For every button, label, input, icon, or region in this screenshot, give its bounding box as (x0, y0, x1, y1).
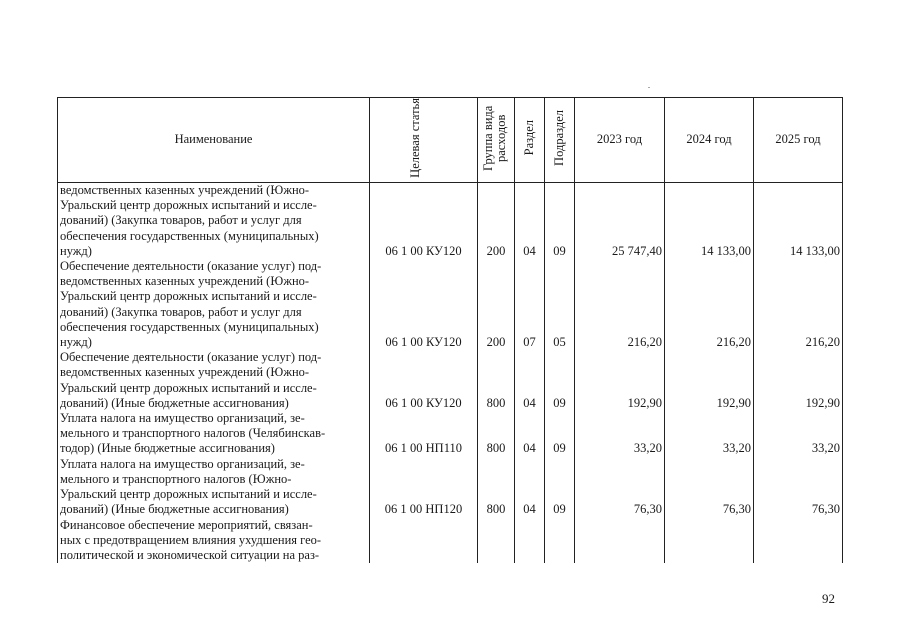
row-name (58, 518, 370, 564)
row-expense-group: 800 (478, 457, 515, 518)
row-expense-group: 200 (478, 183, 515, 260)
row-expense-group: 200 (478, 259, 515, 350)
row-subsection: 09 (545, 457, 575, 518)
row-target-article: 06 1 00 КУ120 (370, 259, 478, 350)
row-name-line: дований) (Иные бюджетные ассигнования) (60, 395, 289, 410)
row-target-article: 06 1 00 КУ120 (370, 183, 478, 260)
row-value-2025: 76,30 (754, 457, 843, 518)
table-row (58, 518, 843, 564)
row-name-line: обеспечения государственных (муниципальных) (60, 228, 319, 243)
row-section (515, 518, 545, 564)
row-name-line: нужд) (60, 335, 92, 350)
row-target-article: 06 1 00 НП110 (370, 411, 478, 457)
row-target-article (370, 518, 478, 564)
scan-mark (648, 87, 650, 88)
header-year-2025: 2025 год (754, 98, 843, 183)
row-value-2024: 192,90 (665, 350, 754, 411)
row-name-line: тодор) (Иные бюджетные ассигнования) (60, 441, 275, 456)
row-subsection: 09 (545, 183, 575, 260)
row-value-2023: 192,90 (575, 350, 665, 411)
table-row (58, 411, 843, 457)
row-name-line: мельного и транспортного налогов (Челябинскав- (60, 426, 326, 441)
row-name (58, 183, 370, 260)
row-section: 04 (515, 350, 545, 411)
row-value-2024: 76,30 (665, 457, 754, 518)
row-value-2025: 14 133,00 (754, 183, 843, 260)
row-value-2024: 33,20 (665, 411, 754, 457)
row-name-line: мельного и транспортного налогов (Южно- (60, 471, 292, 486)
row-subsection: 09 (545, 411, 575, 457)
header-name: Наименование (58, 98, 370, 183)
row-expense-group: 800 (478, 411, 515, 457)
row-subsection: 05 (545, 259, 575, 350)
row-section: 04 (515, 411, 545, 457)
row-value-2025: 216,20 (754, 259, 843, 350)
row-name-line: Уральский центр дорожных испытаний и иссле- (60, 289, 317, 304)
row-name-line: Уральский центр дорожных испытаний и иссле- (60, 380, 317, 395)
row-target-article: 06 1 00 НП120 (370, 457, 478, 518)
page-number: 92 (822, 591, 835, 606)
header-expense-group: Группа вида расходов (478, 98, 515, 183)
row-value-2025: 33,20 (754, 411, 843, 457)
row-expense-group (478, 518, 515, 564)
row-subsection (545, 518, 575, 564)
row-name-line: Уплата налога на имущество организаций, зе- (60, 411, 305, 426)
table-row (58, 259, 843, 350)
row-name-line: Уплата налога на имущество организаций, зе- (60, 456, 305, 471)
table-header-row (58, 98, 843, 183)
table-row (58, 183, 843, 260)
row-value-2025: 192,90 (754, 350, 843, 411)
row-section: 07 (515, 259, 545, 350)
row-name-line: ведомственных казенных учреждений (Южно- (60, 365, 310, 380)
row-name-line: дований) (Закупка товаров, работ и услуг для (60, 213, 302, 228)
row-value-2024 (665, 518, 754, 564)
row-name-line: Финансовое обеспечение мероприятий, связан- (60, 517, 313, 532)
row-name-line: Обеспечение деятельности (оказание услуг) под- (60, 350, 322, 365)
row-section: 04 (515, 457, 545, 518)
header-section: Раздел (515, 98, 545, 183)
row-name-line: Обеспечение деятельности (оказание услуг) под- (60, 259, 322, 274)
header-year-2023: 2023 год (575, 98, 665, 183)
row-name-line: ведомственных казенных учреждений (Южно- (60, 183, 310, 198)
row-value-2023 (575, 518, 665, 564)
row-value-2023: 25 747,40 (575, 183, 665, 260)
row-name-line: нужд) (60, 243, 92, 258)
row-name (58, 457, 370, 518)
row-section: 04 (515, 183, 545, 260)
row-value-2024: 216,20 (665, 259, 754, 350)
header-subsection: Подраздел (545, 98, 575, 183)
row-name-line: Уральский центр дорожных испытаний и иссле- (60, 487, 317, 502)
row-name-line: ных с предотвращением влияния ухудшения гео- (60, 532, 322, 547)
row-value-2023: 33,20 (575, 411, 665, 457)
row-value-2024: 14 133,00 (665, 183, 754, 260)
row-name (58, 411, 370, 457)
header-target-article: Целевая статья (370, 98, 478, 183)
row-name (58, 350, 370, 411)
row-subsection: 09 (545, 350, 575, 411)
header-year-2024: 2024 год (665, 98, 754, 183)
row-value-2023: 216,20 (575, 259, 665, 350)
table-row (58, 457, 843, 518)
row-name-line: обеспечения государственных (муниципальных) (60, 319, 319, 334)
row-name-line: дований) (Иные бюджетные ассигнования) (60, 502, 289, 517)
row-expense-group: 800 (478, 350, 515, 411)
row-name-line: ведомственных казенных учреждений (Южно- (60, 274, 310, 289)
table-row (58, 350, 843, 411)
row-name-line: Уральский центр дорожных испытаний и иссле- (60, 198, 317, 213)
row-value-2025 (754, 518, 843, 564)
row-value-2023: 76,30 (575, 457, 665, 518)
row-name (58, 259, 370, 350)
row-name-line: политической и экономической ситуации на раз- (60, 547, 320, 562)
row-target-article: 06 1 00 КУ120 (370, 350, 478, 411)
budget-table (57, 97, 843, 563)
row-name-line: дований) (Закупка товаров, работ и услуг для (60, 304, 302, 319)
